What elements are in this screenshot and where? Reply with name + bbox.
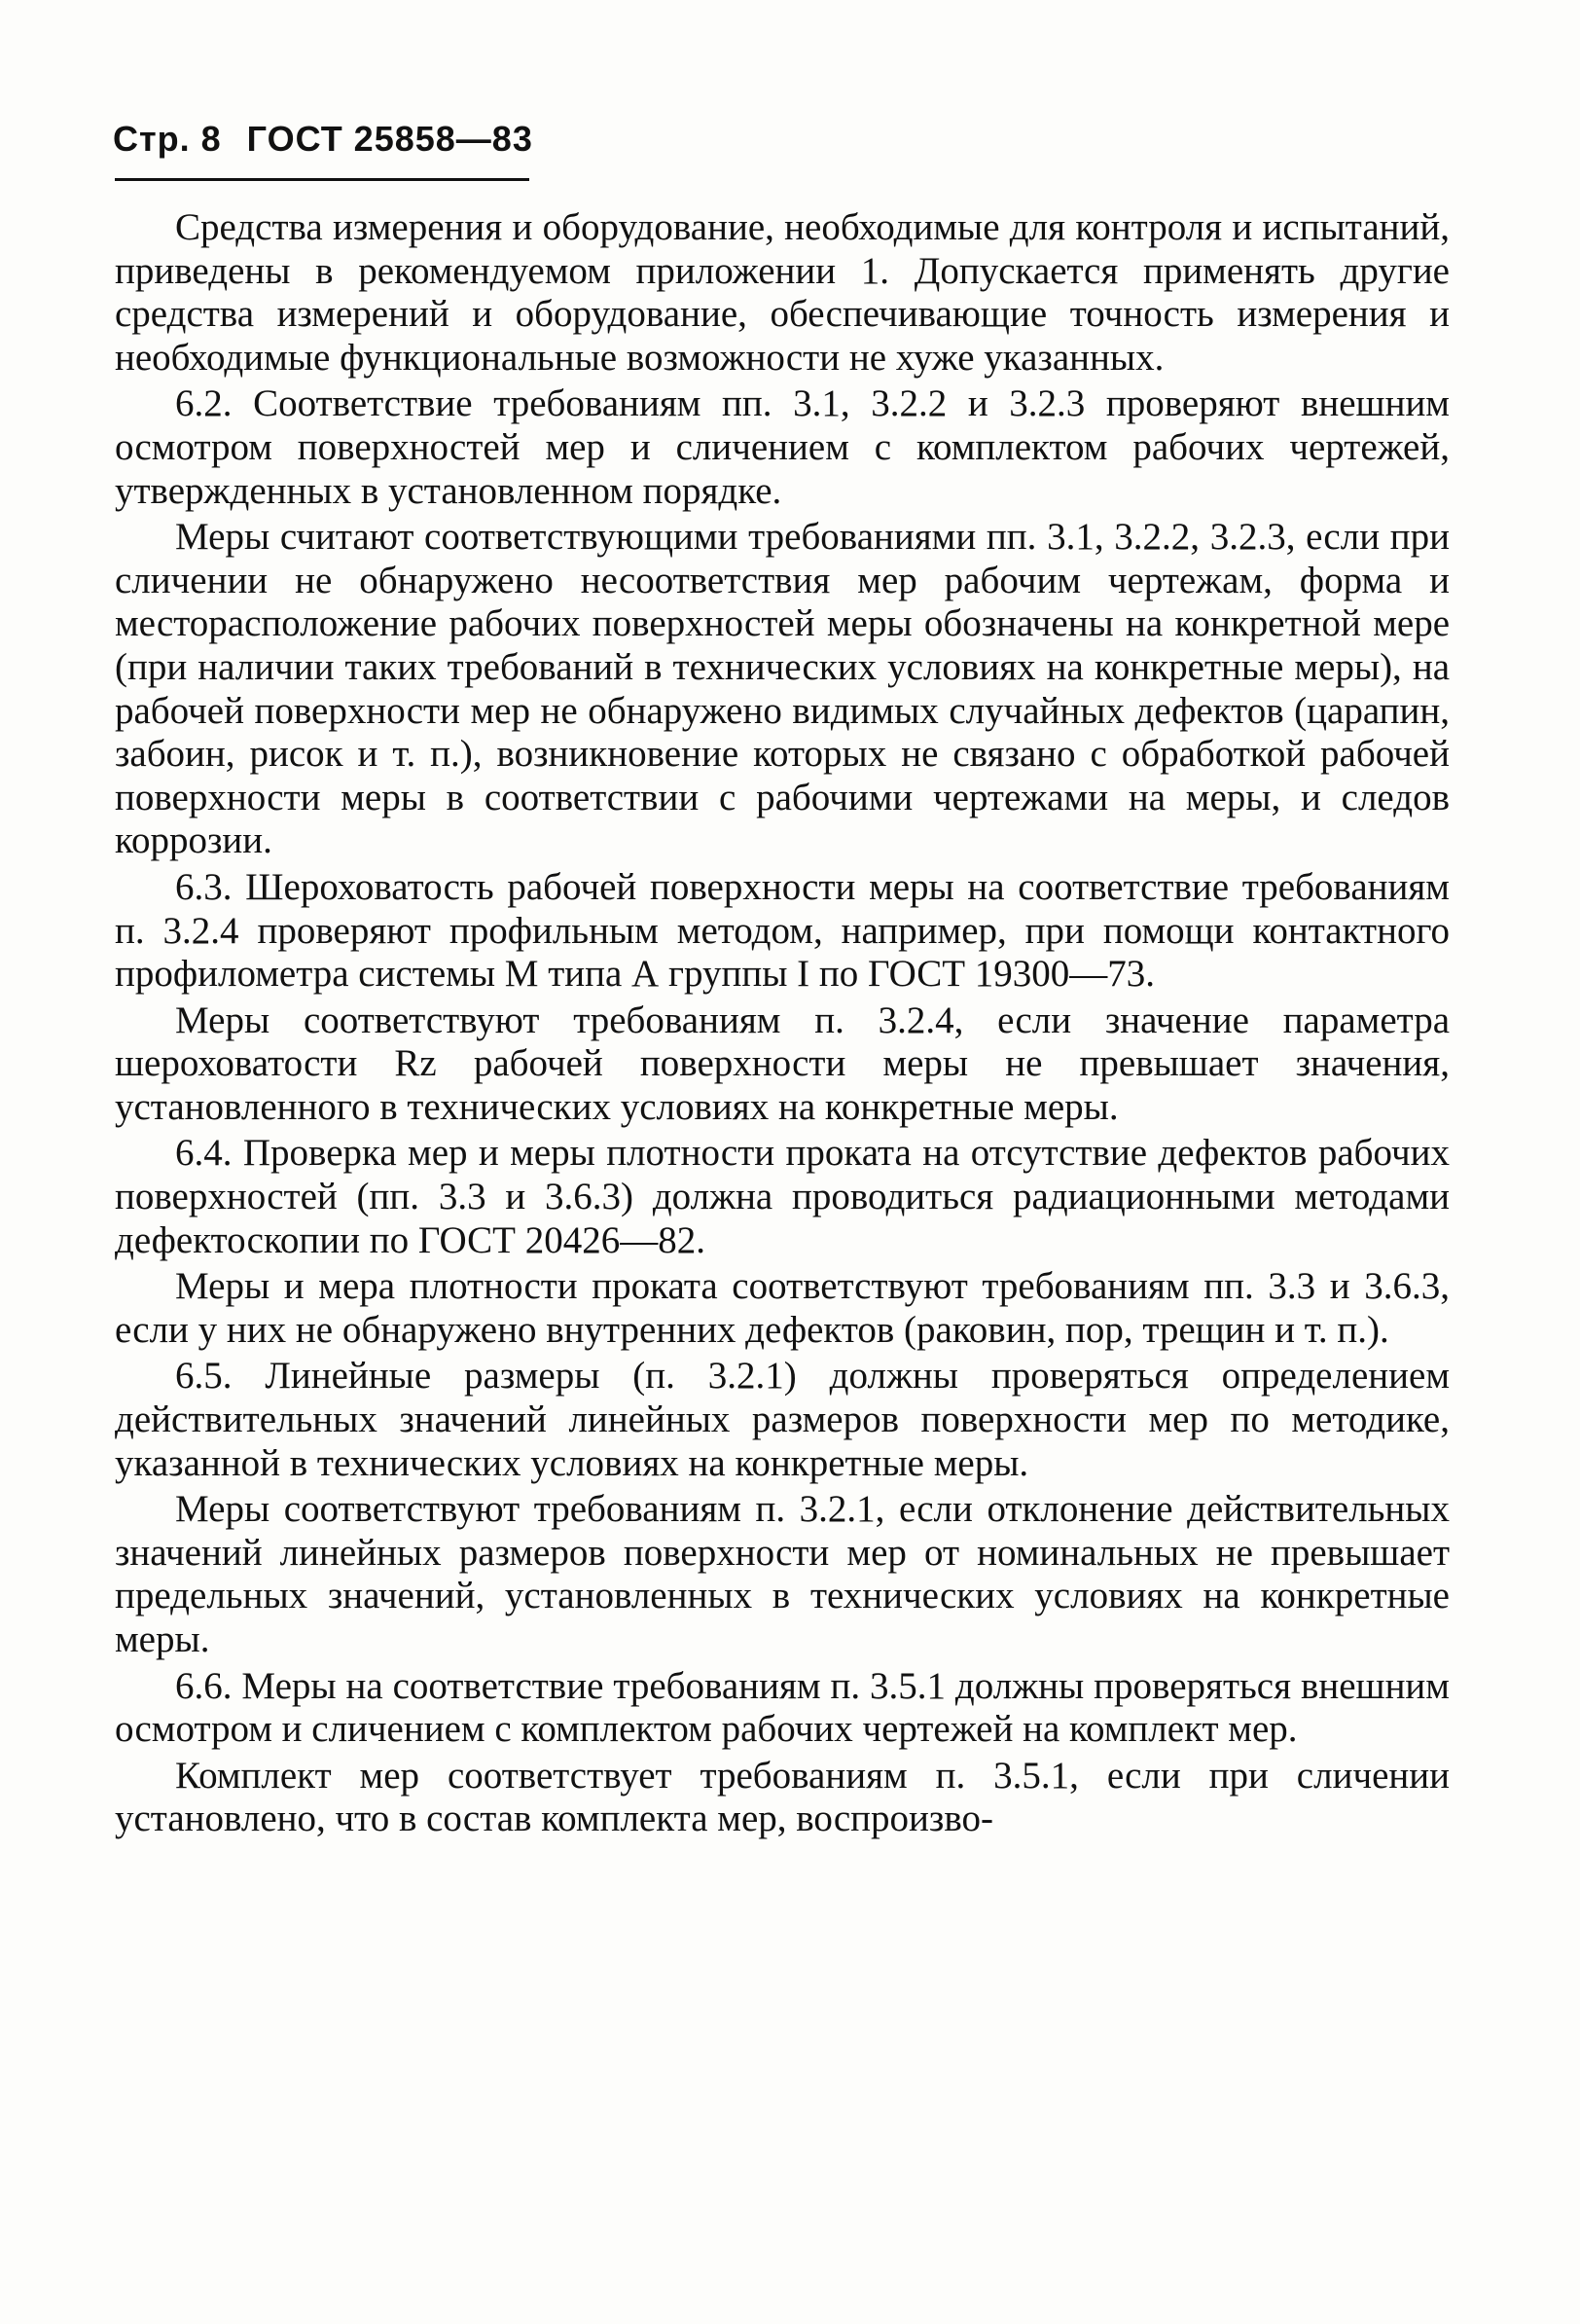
paragraph-6-6: 6.6. Меры на соответствие требованиям п. 3.5.1 должны проверяться внешним осмотром и сличением с комплектом рабочих чертежей на комплект мер.	[115, 1664, 1450, 1751]
standard-designation: ГОСТ 25858—83	[246, 119, 533, 159]
paragraph-6-4: 6.4. Проверка мер и меры плотности проката на отсутствие дефектов рабочих поверхностей (пп. 3.3 и 3.6.3) должна проводиться радиационными методами дефектоскопии по ГОСТ 20426—82.	[115, 1132, 1450, 1261]
paragraph-6-3: 6.3. Шероховатость рабочей поверхности меры на соответствие требованиям п. 3.2.4 проверяют профильным методом, например, при помощи контактного профилометра системы М типа А группы I по ГОСТ 19300—73.	[115, 865, 1450, 996]
paragraph-6-6-criteria: Комплект мер соответствует требованиям п. 3.5.1, если при сличении установлено, что в состав комплекта мер, воспроизво-	[115, 1754, 1450, 1840]
paragraph-6-2-criteria: Меры считают соответствующими требованиями пп. 3.1, 3.2.2, 3.2.3, если при сличении не обнаружено несоответствия мер рабочим чертежам, форма и месторасположение рабочих поверхностей меры обозначены на конкретной мере (при наличии таких требований в технических условиях на конкретные меры), на рабочей поверхности мер не обнаружено видимых случайных дефектов (царапин, забоин, рисок и т. п.), возникновение которых не связано с обработкой рабочей поверхности меры в соответствии с рабочими чертежами на меры, и следов коррозии.	[115, 516, 1450, 862]
paragraph-measuring-instruments: Средства измерения и оборудование, необходимые для контроля и испытаний, приведены в рекомендуемом приложении 1. Допускается применять другие средства измерений и оборудование, обеспечивающие точность измерения и необходимые функциональные возможности не хуже указанных.	[115, 206, 1450, 379]
paragraph-6-3-criteria: Меры соответствуют требованиям п. 3.2.4, если значение параметра шероховатости Rz рабочей поверхности меры не превышает значения, установленного в технических условиях на конкретные меры.	[115, 999, 1450, 1128]
paragraph-6-5: 6.5. Линейные размеры (п. 3.2.1) должны проверяться определением действительных значений линейных размеров поверхности мер по методике, указанной в технических условиях на конкретные меры.	[115, 1355, 1450, 1484]
body-text	[115, 206, 1450, 1844]
paragraph-6-5-criteria: Меры соответствуют требованиям п. 3.2.1, если отклонение действительных значений линейных размеров поверхности мер от номинальных не превышает предельных значений, установленных в технических условиях на конкретные меры.	[115, 1488, 1450, 1660]
header-rule	[115, 178, 529, 181]
paragraph-6-4-criteria: Меры и мера плотности проката соответствуют требованиям пп. 3.3 и 3.6.3, если у них не обнаружено внутренних дефектов (раковин, пор, трещин и т. п.).	[115, 1265, 1450, 1351]
paragraph-6-2: 6.2. Соответствие требованиям пп. 3.1, 3.2.2 и 3.2.3 проверяют внешним осмотром поверхностей мер и сличением с комплектом рабочих чертежей, утвержденных в установленном порядке.	[115, 382, 1450, 512]
page-number: Стр. 8	[113, 119, 222, 159]
running-head	[113, 119, 558, 160]
